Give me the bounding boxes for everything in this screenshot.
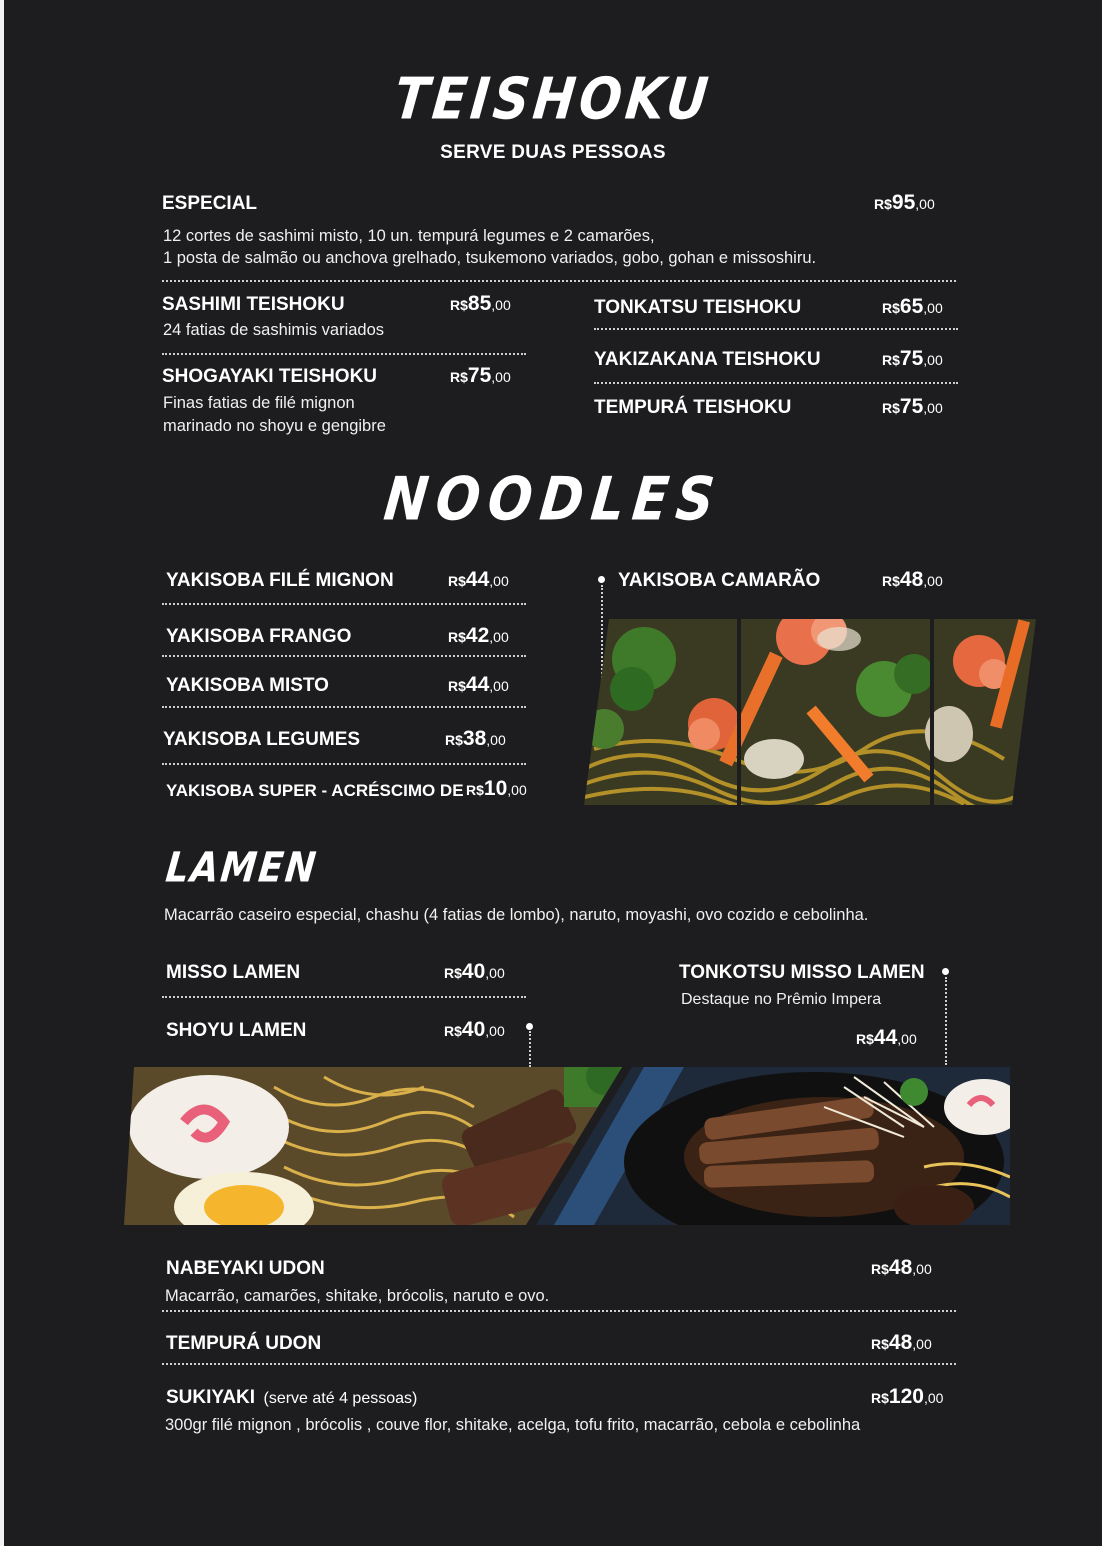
bullet-dot: [598, 576, 605, 583]
connector-line: [945, 977, 947, 1065]
yakisoba-legumes-name: YAKISOBA LEGUMES: [163, 729, 361, 750]
yakisoba-misto-price: R$44,00: [448, 673, 509, 696]
yakisoba-file-mignon-price: R$44,00: [448, 568, 509, 591]
tempura-teishoku-price: R$75,00: [882, 395, 943, 418]
sukiyaki-desc: 300gr filé mignon , brócolis , couve flor, shitake, acelga, tofu frito, macarrão, cebola e cebolinha: [165, 1416, 861, 1434]
divider: [162, 603, 526, 605]
yakisoba-camarao-name: YAKISOBA CAMARÃO: [618, 570, 821, 591]
tempura-udon-name: TEMPURÁ UDON: [166, 1333, 322, 1354]
misso-lamen-price: R$40,00: [444, 960, 505, 983]
sashimi-teishoku-price: R$85,00: [450, 292, 511, 315]
yakisoba-camarao-price: R$48,00: [882, 568, 943, 591]
nabeyaki-udon-desc: Macarrão, camarões, shitake, brócolis, naruto e ovo.: [165, 1287, 550, 1305]
divider: [162, 763, 526, 765]
tempura-teishoku-name: TEMPURÁ TEISHOKU: [594, 397, 792, 418]
divider: [162, 1363, 956, 1365]
shoyu-lamen-name: SHOYU LAMEN: [166, 1020, 307, 1041]
sukiyaki-note: (serve até 4 pessoas): [263, 1390, 418, 1407]
yakizakana-teishoku-price: R$75,00: [882, 347, 943, 370]
divider: [162, 1310, 956, 1312]
misso-lamen-name: MISSO LAMEN: [166, 962, 301, 983]
tempura-udon-price: R$48,00: [871, 1331, 932, 1354]
tonkatsu-teishoku-name: TONKATSU TEISHOKU: [594, 297, 802, 318]
yakisoba-file-mignon-name: YAKISOBA FILÉ MIGNON: [166, 570, 394, 591]
lamen-photos: [124, 1067, 1010, 1225]
yakizakana-teishoku-name: YAKIZAKANA TEISHOKU: [594, 349, 821, 370]
tonkotsu-misso-lamen-price: R$44,00: [856, 1026, 917, 1049]
yakisoba-legumes-price: R$38,00: [445, 727, 506, 750]
especial-price: R$95,00: [874, 191, 935, 214]
noodles-title: NOODLES: [380, 465, 726, 535]
yakisoba-super-name: YAKISOBA SUPER - ACRÉSCIMO DE: [166, 781, 464, 800]
divider: [594, 328, 958, 330]
sukiyaki-price: R$120,00: [871, 1385, 944, 1408]
lamen-desc: Macarrão caseiro especial, chashu (4 fatias de lombo), naruto, moyashi, ovo cozido e cebolinha.: [164, 906, 869, 924]
shogayaki-teishoku-name: SHOGAYAKI TEISHOKU: [162, 366, 378, 387]
shoyu-lamen-price: R$40,00: [444, 1018, 505, 1041]
teishoku-subtitle: SERVE DUAS PESSOAS: [440, 142, 666, 163]
divider: [162, 353, 526, 355]
bullet-dot: [942, 968, 949, 975]
yakisoba-frango-name: YAKISOBA FRANGO: [166, 626, 352, 647]
yakisoba-misto-name: YAKISOBA MISTO: [166, 675, 329, 696]
nabeyaki-udon-name: NABEYAKI UDON: [166, 1258, 325, 1279]
tonkatsu-teishoku-price: R$65,00: [882, 295, 943, 318]
bullet-dot: [526, 1023, 533, 1030]
divider: [594, 382, 958, 384]
tonkotsu-misso-lamen-name: TONKOTSU MISSO LAMEN: [679, 962, 925, 983]
divider: [162, 280, 956, 282]
divider: [162, 996, 526, 998]
sukiyaki-name: SUKIYAKI: [166, 1387, 256, 1408]
especial-desc-line2: 1 posta de salmão ou anchova grelhado, tsukemono variados, gobo, gohan e missoshiru.: [163, 249, 817, 267]
lamen-title: LAMEN: [163, 844, 320, 893]
sashimi-teishoku-name: SASHIMI TEISHOKU: [162, 294, 345, 315]
sukiyaki-heading: [166, 1387, 417, 1409]
yakisoba-frango-price: R$42,00: [448, 624, 509, 647]
yakisoba-camarao-photo: [584, 619, 1036, 805]
shogayaki-teishoku-desc-line2: marinado no shoyu e gengibre: [163, 417, 386, 435]
shoyu-lamen-photo: [124, 1067, 624, 1225]
especial-desc-line1: 12 cortes de sashimi misto, 10 un. tempurá legumes e 2 camarões,: [163, 227, 655, 245]
teishoku-title: TEISHOKU: [391, 65, 715, 133]
sashimi-teishoku-desc: 24 fatias de sashimis variados: [163, 321, 385, 339]
divider: [162, 655, 526, 657]
yakisoba-super-price: R$10,00: [466, 777, 527, 800]
divider: [162, 706, 526, 708]
tonkotsu-misso-lamen-note: Destaque no Prêmio Impera: [681, 991, 882, 1008]
nabeyaki-udon-price: R$48,00: [871, 1256, 932, 1279]
shogayaki-teishoku-price: R$75,00: [450, 364, 511, 387]
menu-page: [4, 0, 1102, 1546]
especial-name: ESPECIAL: [162, 193, 258, 214]
connector-line: [529, 1031, 531, 1067]
shogayaki-teishoku-desc-line1: Finas fatias de filé mignon: [163, 394, 355, 412]
